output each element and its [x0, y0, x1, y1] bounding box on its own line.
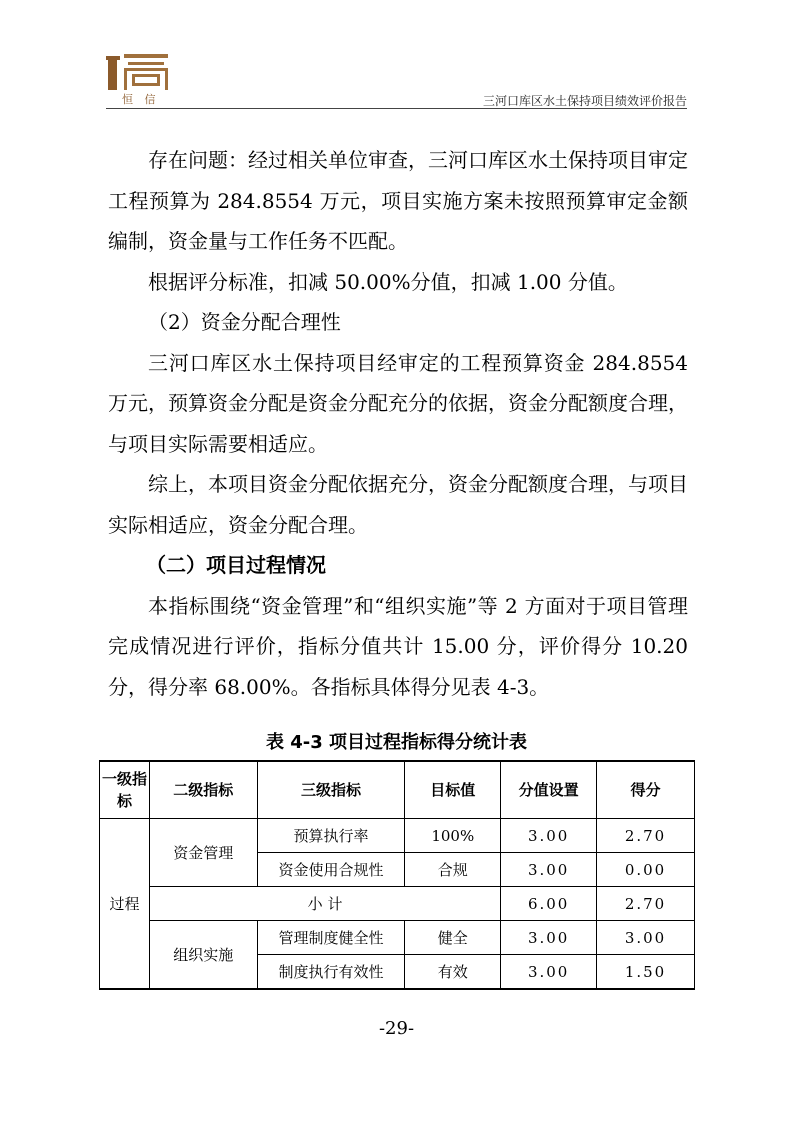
- cell-indicator: 管理制度健全性: [257, 921, 405, 955]
- paragraph-deduction: 根据评分标准，扣减 50.00%分值，扣减 1.00 分值。: [148, 269, 628, 294]
- cell-score: 2.70: [597, 819, 695, 853]
- header-target: 目标值: [405, 761, 501, 819]
- table-row: [100, 819, 695, 853]
- cell-indicator: 预算执行率: [257, 819, 405, 853]
- cell-score: 0.00: [597, 853, 695, 887]
- subheading-fund-allocation: （2）资金分配合理性: [148, 310, 341, 334]
- paragraph-fund-allocation: 三河口库区水土保持项目经审定的工程预算资金 284.8554 万元，预算资金分配是资金分配充分的依据，资金分配额度合理，与项目实际需要相适应。: [108, 350, 688, 456]
- header-divider: [106, 108, 687, 109]
- cell-target: 100%: [405, 819, 501, 853]
- cell-target: 健全: [405, 921, 501, 955]
- table-header-row: [100, 761, 695, 819]
- paragraph-problem: 存在问题：经过相关单位审查，三河口库区水土保持项目审定工程预算为 284.8554 万元，项目实施方案未按照预算审定金额编制，资金量与工作任务不匹配。: [108, 148, 688, 253]
- section-heading-process: （二）项目过程情况: [146, 553, 326, 577]
- header-level1: 一级指标: [100, 761, 150, 819]
- table-row: [100, 921, 695, 955]
- header-score: 得分: [597, 761, 695, 819]
- cell-target: 有效: [405, 955, 501, 990]
- header-level3: 三级指标: [257, 761, 405, 819]
- table-subtotal-row: [100, 887, 695, 921]
- cell-subtotal-score: 2.70: [597, 887, 695, 921]
- logo-mark-icon: [106, 52, 170, 92]
- report-body: [108, 140, 688, 707]
- cell-indicator: 资金使用合规性: [257, 853, 405, 887]
- cell-score: 1.50: [597, 955, 695, 990]
- cell-weight: 3.00: [501, 921, 597, 955]
- page-number: -29-: [378, 1018, 415, 1039]
- process-indicator-table: [99, 760, 695, 990]
- header-weight: 分值设置: [501, 761, 597, 819]
- paragraph-process-intro: 本指标围绕“资金管理”和“组织实施”等 2 方面对于项目管理完成情况进行评价，指标分值共计 15.00 分，评价得分 10.20 分，得分率 68.00%。各指标具体得分见表 4-3。: [108, 593, 688, 699]
- cell-weight: 3.00: [501, 853, 597, 887]
- logo-text: 恒 信: [122, 93, 160, 106]
- cell-score: 3.00: [597, 921, 695, 955]
- header-level2: 二级指标: [149, 761, 257, 819]
- cell-weight: 3.00: [501, 819, 597, 853]
- paragraph-summary: 综上，本项目资金分配依据充分，资金分配额度合理，与项目实际相适应，资金分配合理。: [108, 472, 688, 537]
- cell-subtotal-label: 小 计: [149, 887, 500, 921]
- table-caption: 表 4-3 项目过程指标得分统计表: [265, 732, 528, 753]
- cell-weight: 3.00: [501, 955, 597, 990]
- cell-indicator: 制度执行有效性: [257, 955, 405, 990]
- cell-group-name: 资金管理: [149, 819, 257, 887]
- report-header-title: 三河口库区水土保持项目绩效评价报告: [482, 94, 687, 108]
- cell-subtotal-weight: 6.00: [501, 887, 597, 921]
- cell-group-name: 组织实施: [149, 921, 257, 990]
- cell-level1: 过程: [100, 819, 150, 990]
- cell-target: 合规: [405, 853, 501, 887]
